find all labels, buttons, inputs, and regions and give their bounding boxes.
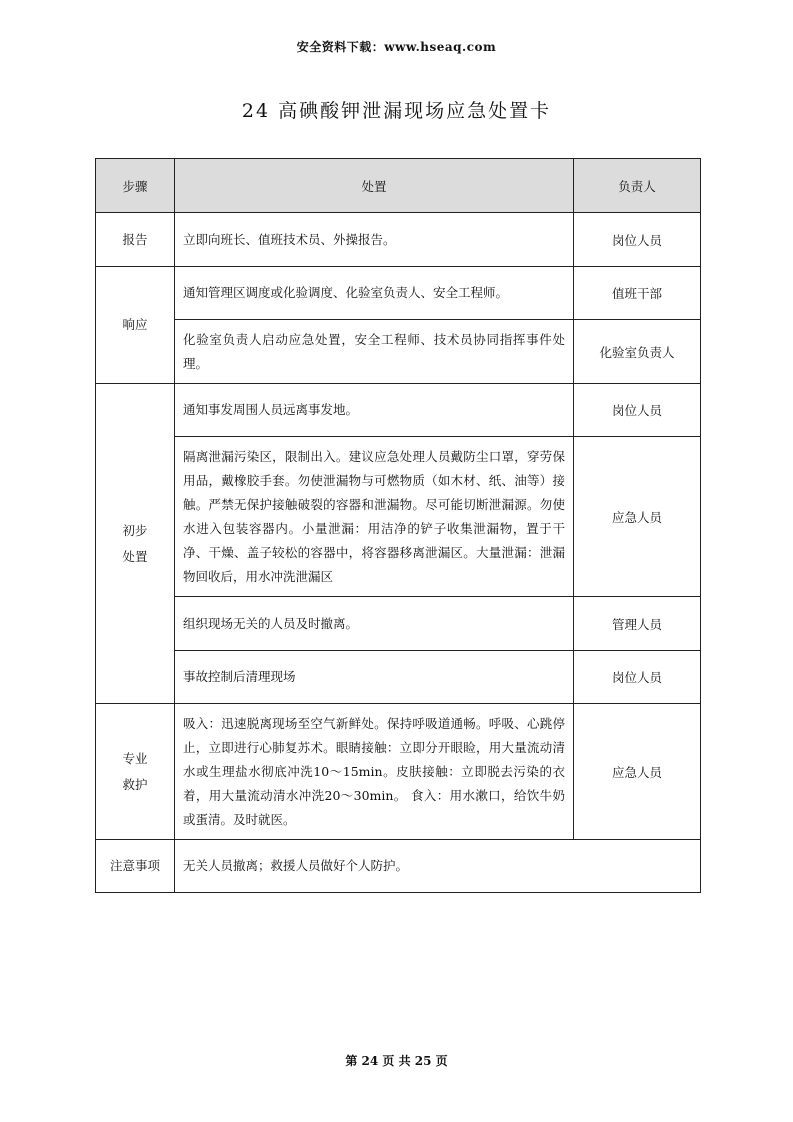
table-row: [96, 840, 701, 893]
responsible-cell: 应急人员: [574, 704, 701, 840]
responsible-cell: 管理人员: [574, 597, 701, 651]
action-cell: 事故控制后清理现场: [175, 651, 574, 704]
table-row: [96, 384, 701, 437]
action-cell: 通知事发周围人员远离事发地。: [175, 384, 574, 437]
action-cell: 化验室负责人启动应急处置，安全工程师、技术员协同指挥事件处理。: [175, 320, 574, 384]
step-cell: 报告: [96, 213, 175, 267]
table-row: [96, 597, 701, 651]
responsible-cell: 岗位人员: [574, 213, 701, 267]
responsible-cell: 应急人员: [574, 437, 701, 597]
page-title: 24 高碘酸钾泄漏现场应急处置卡: [241, 100, 552, 122]
step-cell: [96, 384, 175, 704]
responsible-cell: 值班干部: [574, 267, 701, 320]
table-row: [96, 320, 701, 384]
action-cell: 组织现场无关的人员及时撤离。: [175, 597, 574, 651]
table-row: [96, 704, 701, 840]
responsible-cell: 化验室负责人: [574, 320, 701, 384]
action-cell: 吸入：迅速脱离现场至空气新鲜处。保持呼吸道通畅。呼吸、心跳停止，立即进行心肺复苏术。眼睛接触：立即分开眼睑，用大量流动清水或生理盐水彻底冲洗10～15min。皮肤接触：立即脱去污染的衣着，用大量流动清水冲洗20～30min。 食入：用水漱口，给饮牛奶或蛋清。及时就医。: [175, 704, 574, 840]
emergency-card-table: [95, 158, 701, 893]
step-cell: 注意事项: [96, 840, 175, 893]
responsible-cell: 岗位人员: [574, 384, 701, 437]
page-header: 安全资料下载：www.hseaq.com: [296, 40, 497, 54]
table-row: [96, 267, 701, 320]
header-responsible: 负责人: [574, 159, 701, 213]
action-cell: 隔离泄漏污染区，限制出入。建议应急处理人员戴防尘口罩，穿劳保用品，戴橡胶手套。勿使泄漏物与可燃物质（如木材、纸、油等）接触。严禁无保护接触破裂的容器和泄漏物。尽可能切断泄漏源。勿使水进入包装容器内。小量泄漏：用洁净的铲子收集泄漏物，置于干净、干燥、盖子较松的容器中，将容器移离泄漏区。大量泄漏：泄漏物回收后，用水冲洗泄漏区: [175, 437, 574, 597]
header-step: 步骤: [96, 159, 175, 213]
table-row: [96, 651, 701, 704]
step-cell: [96, 704, 175, 840]
action-cell: 无关人员撤离；救援人员做好个人防护。: [175, 840, 701, 893]
responsible-cell: 岗位人员: [574, 651, 701, 704]
step-cell-text: 初步处置: [122, 522, 148, 564]
page-footer: 第 24 页 共 25 页: [345, 1054, 448, 1068]
header-action: 处置: [175, 159, 574, 213]
table-header-row: [96, 159, 701, 213]
table-row: [96, 437, 701, 597]
step-cell: 响应: [96, 267, 175, 384]
action-cell: 通知管理区调度或化验调度、化验室负责人、安全工程师。: [175, 267, 574, 320]
action-cell: 立即向班长、值班技术员、外操报告。: [175, 213, 574, 267]
table-row: [96, 213, 701, 267]
step-cell-text: 专业救护: [122, 750, 148, 792]
